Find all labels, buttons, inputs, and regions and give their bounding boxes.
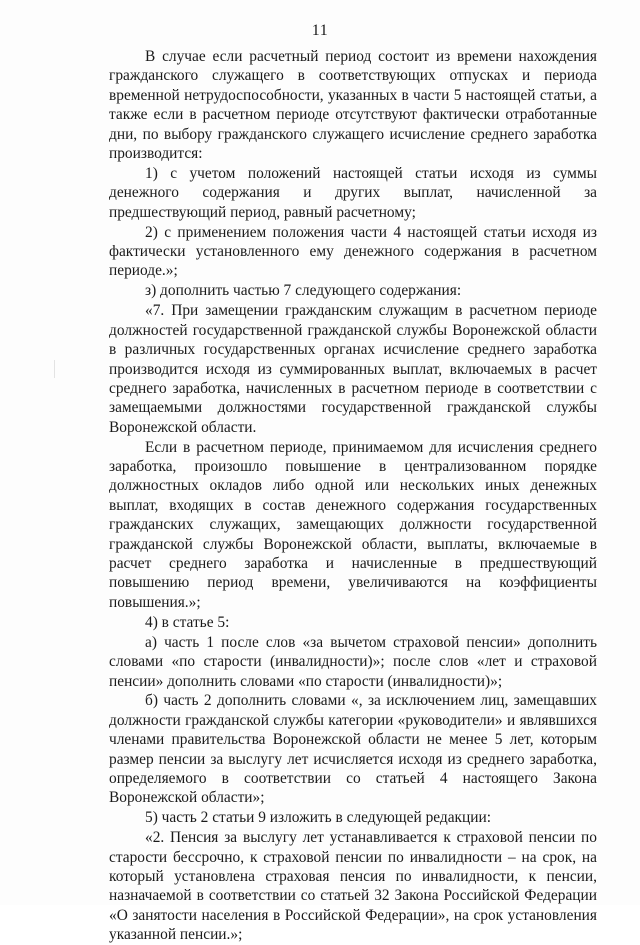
paragraph-pension-term: «2. Пенсия за выслугу лет устанавливается к страховой пенсии по старости бессрочно, к страховой пенсии по инвалидности – на срок, на который установлена страховая пенсия по инвалидности, к пенсии, назначаемой в соответствии со статьей 32 Закона Российской Федерации «О занятости населения в Российской Федерации», на срок установления указанной пенсии.»; [109,829,597,944]
paragraph-item-a: а) часть 1 после слов «за вычетом страховой пенсии» дополнить словами «по старости (инвалидности)»; после слов «лет и страховой пенсии» дополнить словами «по старости (инвалидности)»; [109,633,597,690]
document-body [109,47,597,945]
margin-mark [54,360,55,378]
paragraph-salary-increase: Если в расчетном периоде, принимаемом для исчисления среднего заработка, произошло повышение в централизованном порядке должностных окладов либо одной или нескольких иных денежных выплат, входящих в состав денежного содержания государственных гражданских служащих, замещающих должности государственной гражданской службы Воронежской области, выплаты, включаемые в расчет среднего заработка и начисленные в предшествующий повышению период времени, увеличиваются на коэффициенты повышения.»; [109,438,597,611]
page-number: 11 [311,22,329,39]
paragraph-item-b: б) часть 2 дополнить словами «, за исключением лиц, замещавших должности гражданской службы категории «руководители» и являвшихся членами правительства Воронежской области не менее 5 лет, которым размер пенсии за выслугу лет исчисляется исходя из среднего заработка, определяемого в соответствии со статьей 4 настоящего Закона Воронежской области»; [109,692,597,807]
paragraph-article-5: 4) в статье 5: [145,613,230,631]
paragraph-calculation-period: В случае если расчетный период состоит из времени нахождения гражданского служащего в соответствующих отпусках и периода временной нетрудоспособности, указанных в части 5 настоящей статьи, а также если в расчетном периоде отсутствуют фактически отработанные дни, по выбору гражданского служащего исчисление среднего заработка производится: [109,48,597,163]
paragraph-item-1: 1) с учетом положений настоящей статьи исходя из суммы денежного содержания и других выплат, начисленной за предшествующий период, равный расчетному; [109,164,597,221]
paragraph-amendment-z: з) дополнить частью 7 следующего содержания: [145,282,462,300]
paragraph-item-2: 2) с применением положения части 4 настоящей статьи исходя из фактически установленного ему денежного содержания в расчетном периоде.»; [109,223,597,280]
paragraph-part-7: «7. При замещении гражданским служащим в расчетном периоде должностей государственной гражданской службы Воронежской области в различных государственных органах исчисление среднего заработка производится исходя из суммированных выплат, включаемых в расчет среднего заработка, начисленных в расчетном периоде в соответствии с замещаемыми должностями государственной гражданской службы Воронежской области. [109,302,597,436]
paragraph-article-9: 5) часть 2 статьи 9 изложить в следующей редакции: [145,809,492,827]
